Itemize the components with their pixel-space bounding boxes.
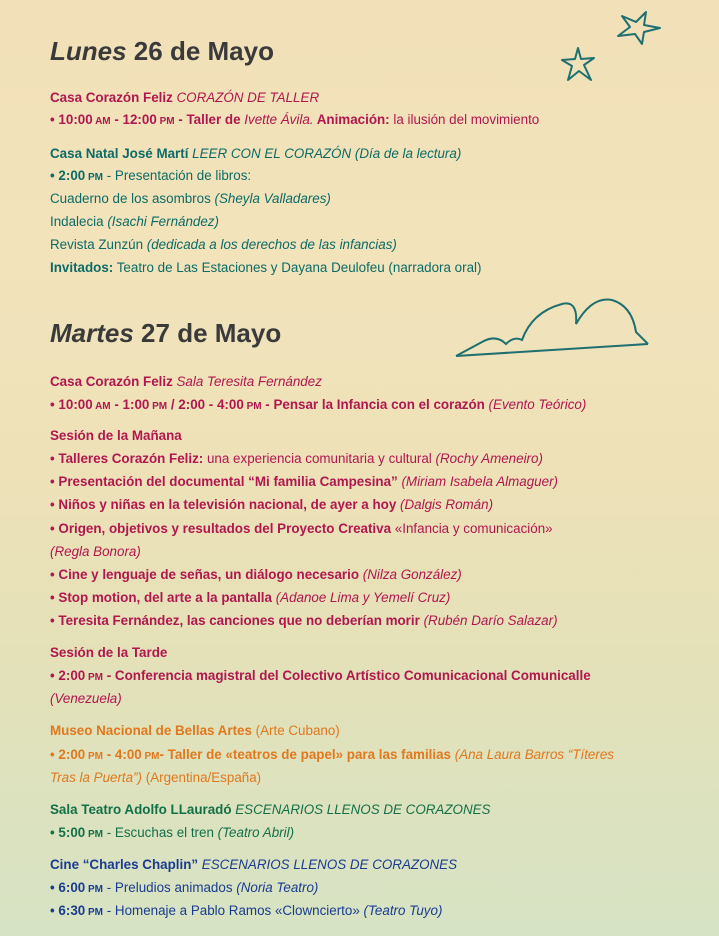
event-line: • 6:30 PM - Homenaje a Pablo Ramos «Clowncierto» (Teatro Tuyo) [50, 903, 443, 918]
event-line: • 10:00 AM - 1:00 PM / 2:00 - 4:00 PM - Pensar la Infancia con el corazón (Evento Teórico) [50, 397, 587, 412]
list-item: • Talleres Corazón Feliz: una experiencia comunitaria y cultural (Rochy Ameneiro) [50, 451, 543, 466]
event-line-cont: (Venezuela) [50, 691, 122, 706]
event-line-cont: Tras la Puerta”) (Argentina/España) [50, 770, 262, 785]
star-icon [558, 44, 600, 84]
session-title: Sesión de la Mañana [50, 428, 182, 443]
star-icon [612, 8, 664, 48]
event-line: • 2:00 PM - Presentación de libros: [50, 168, 252, 183]
venue-line: Casa Corazón Feliz CORAZÓN DE TALLER [50, 90, 320, 105]
list-item: • Presentación del documental “Mi familia Campesina” (Miriam Isabela Almaguer) [50, 474, 558, 489]
event-line: • 2:00 PM - 4:00 PM- Taller de «teatros de papel» para las familias (Ana Laura Barros “Títeres [50, 747, 614, 762]
mountains-icon [452, 292, 652, 362]
venue-line: Casa Corazón Feliz Sala Teresita Fernández [50, 374, 322, 389]
guests-line: Invitados: Teatro de Las Estaciones y Dayana Deulofeu (narradora oral) [50, 260, 482, 275]
list-item: (Regla Bonora) [50, 544, 141, 559]
session-title: Sesión de la Tarde [50, 645, 168, 660]
book-line: Cuaderno de los asombros (Sheyla Valladares) [50, 191, 331, 206]
event-line: • 10:00 AM - 12:00 PM - Taller de Ivette Ávila. Animación: la ilusión del movimiento [50, 112, 540, 127]
list-item: • Origen, objetivos y resultados del Proyecto Creativa «Infancia y comunicación» [50, 521, 553, 536]
venue-line: Museo Nacional de Bellas Artes (Arte Cubano) [50, 723, 340, 738]
day-heading-tuesday: Martes 27 de Mayo [50, 318, 282, 348]
venue-line: Cine “Charles Chaplin” ESCENARIOS LLENOS DE CORAZONES [50, 857, 458, 872]
event-line: • 5:00 PM - Escuchas el tren (Teatro Abril) [50, 825, 295, 840]
list-item: • Stop motion, del arte a la pantalla (Adanoe Lima y Yemelí Cruz) [50, 590, 451, 605]
venue-line: Sala Teatro Adolfo LLauradó ESCENARIOS LLENOS DE CORAZONES [50, 802, 491, 817]
book-line: Indalecia (Isachi Fernández) [50, 214, 219, 229]
list-item: • Cine y lenguaje de señas, un diálogo necesario (Nilza González) [50, 567, 462, 582]
day-heading-monday: Lunes 26 de Mayo [50, 36, 274, 66]
venue-line: Casa Natal José Martí LEER CON EL CORAZÓN (Día de la lectura) [50, 146, 462, 161]
list-item: • Niños y niñas en la televisión nacional, de ayer a hoy (Dalgis Román) [50, 497, 494, 512]
event-line: • 6:00 PM - Preludios animados (Noria Teatro) [50, 880, 319, 895]
book-line: Revista Zunzún (dedicada a los derechos de las infancias) [50, 237, 397, 252]
event-line: • 2:00 PM - Conferencia magistral del Colectivo Artístico Comunicacional Comunicalle [50, 668, 591, 683]
list-item: • Teresita Fernández, las canciones que no deberían morir (Rubén Darío Salazar) [50, 613, 558, 628]
